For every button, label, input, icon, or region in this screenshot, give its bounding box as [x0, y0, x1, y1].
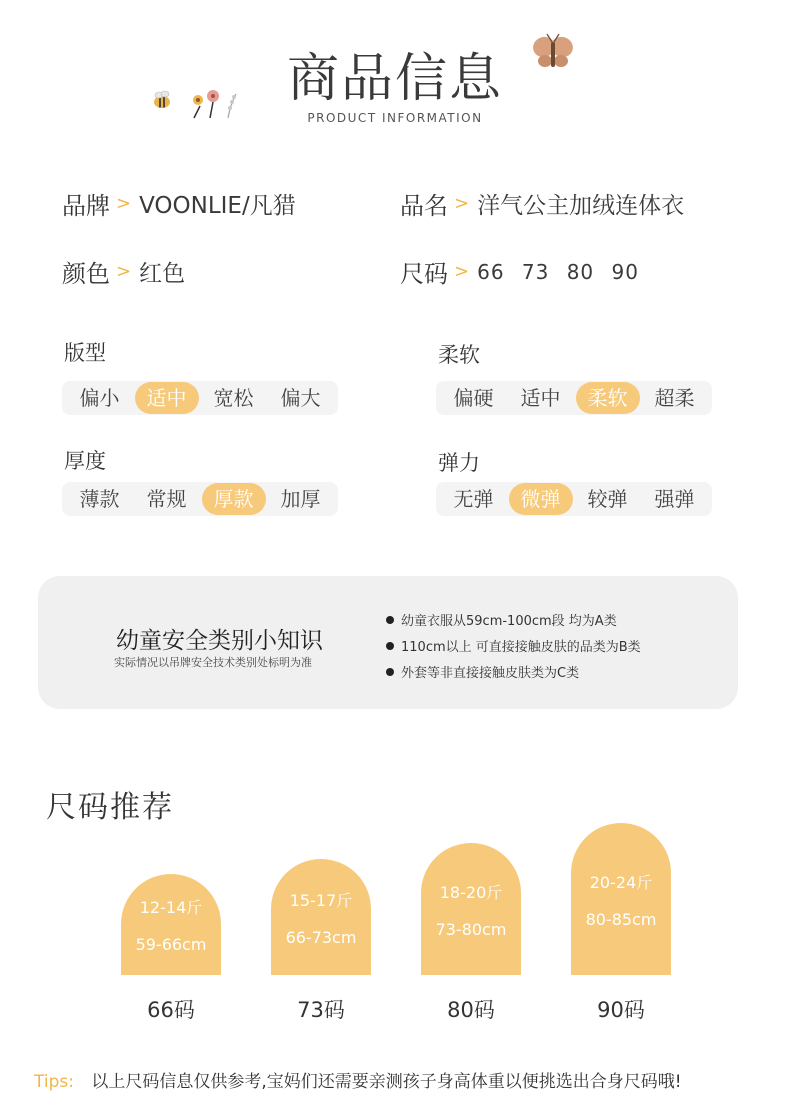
size-label: 尺码 — [400, 260, 448, 288]
bullet-dot-icon — [386, 616, 394, 624]
size-weight: 18-20斤 — [439, 882, 503, 902]
scale-option: 无弹 — [453, 487, 494, 511]
color-label: 颜色 — [62, 260, 110, 288]
bullet-text: 110cm以上 可直接接触皮肤的品类为B类 — [401, 640, 641, 655]
scale-option: 较弹 — [587, 487, 628, 511]
scale-softness — [436, 381, 712, 415]
size-label: 90码 — [597, 998, 645, 1022]
info-size — [400, 254, 639, 289]
safety-title: 幼童安全类别小知识 — [116, 628, 323, 654]
brand-value: VOONLIE/凡猎 — [139, 193, 296, 219]
tips-key: Tips: — [34, 1072, 74, 1092]
scale-option: 偏硬 — [453, 386, 494, 410]
size-height: 59-66cm — [135, 935, 207, 954]
info-name — [400, 186, 684, 221]
size-recommend-title: 尺码推荐 — [46, 790, 174, 825]
info-color — [62, 254, 185, 289]
size-card — [571, 823, 671, 975]
page-title: 商品信息 — [286, 49, 503, 109]
arrow-icon: > — [116, 261, 132, 282]
tips-line — [34, 1067, 682, 1092]
info-brand — [62, 186, 296, 221]
size-height: 66-73cm — [285, 927, 357, 947]
size-card — [121, 874, 221, 975]
safety-bullet — [386, 610, 617, 629]
bullet-text: 外套等非直接接触皮肤类为C类 — [401, 666, 580, 681]
safety-bullet — [386, 636, 641, 655]
scale-option: 适中 — [135, 382, 199, 414]
size-label: 73码 — [297, 998, 345, 1022]
scale-option: 常规 — [146, 487, 187, 511]
attr-label-fit: 版型 — [64, 341, 106, 365]
size-value: 66 73 80 90 — [477, 259, 639, 284]
scale-option: 加厚 — [280, 487, 321, 511]
size-weight: 12-14斤 — [139, 898, 203, 917]
scale-option: 宽松 — [213, 386, 254, 410]
size-label: 66码 — [147, 998, 195, 1022]
size-height: 80-85cm — [585, 909, 657, 929]
size-card — [271, 859, 371, 975]
page-subtitle: PRODUCT INFORMATION — [307, 111, 483, 125]
tips-text: 以上尺码信息仅供参考,宝妈们还需要亲测孩子身高体重以便挑选出合身尺码哦! — [91, 1072, 682, 1092]
safety-bullet — [386, 662, 579, 681]
size-weight: 15-17斤 — [289, 890, 353, 910]
arrow-icon: > — [454, 193, 470, 214]
scale-elasticity — [436, 482, 712, 516]
attr-label-softness: 柔软 — [438, 343, 480, 367]
attr-label-thickness: 厚度 — [64, 449, 106, 473]
scale-option: 强弹 — [654, 487, 695, 511]
scale-option: 偏小 — [79, 386, 120, 410]
size-label: 80码 — [447, 998, 495, 1022]
bullet-text: 幼童衣服从59cm-100cm段 均为A类 — [401, 614, 617, 629]
brand-label: 品牌 — [62, 192, 110, 220]
name-label: 品名 — [400, 192, 448, 220]
scale-thickness — [62, 482, 338, 516]
size-height: 73-80cm — [435, 919, 507, 939]
size-card — [421, 843, 521, 975]
arrow-icon: > — [116, 193, 132, 214]
bullet-dot-icon — [386, 642, 394, 650]
size-weight: 20-24斤 — [589, 872, 653, 892]
scale-option: 超柔 — [654, 386, 695, 410]
scale-option: 柔软 — [576, 382, 640, 414]
attr-label-elasticity: 弹力 — [438, 451, 480, 475]
scale-option: 偏大 — [280, 386, 321, 410]
color-value: 红色 — [139, 261, 186, 287]
arrow-icon: > — [454, 261, 470, 282]
name-value: 洋气公主加绒连体衣 — [477, 193, 685, 219]
scale-fit — [62, 381, 338, 415]
scale-option: 微弹 — [509, 483, 573, 515]
scale-option: 适中 — [520, 386, 561, 410]
safety-subtitle: 实际情况以吊牌安全技术类别处标明为准 — [114, 656, 312, 669]
scale-option: 薄款 — [79, 487, 120, 511]
scale-option: 厚款 — [202, 483, 266, 515]
bullet-dot-icon — [386, 668, 394, 676]
